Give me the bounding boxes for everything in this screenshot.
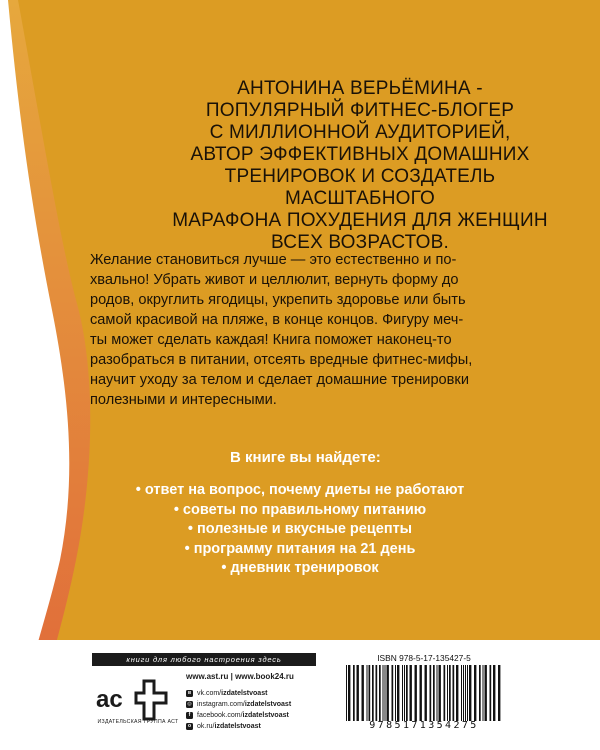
- barcode-bar: [357, 665, 359, 721]
- barcode-bar: [397, 665, 399, 721]
- social-prefix: ok.ru/: [197, 723, 215, 730]
- barcode-bar: [433, 665, 435, 721]
- publisher-tagline: книги для любого настроения здесь: [92, 653, 316, 666]
- social-prefix: facebook.com/: [197, 712, 243, 719]
- barcode-bar: [392, 665, 394, 721]
- barcode-bar: [348, 665, 350, 721]
- description-line: родов, округлить ягодицы, укрепить здоровье или быть: [90, 292, 466, 308]
- barcode-bar: [467, 665, 468, 721]
- barcode-bar: [439, 665, 441, 721]
- barcode-block: [332, 651, 516, 733]
- description-line: ты может сделать каждая! Книга поможет наконец-то: [90, 332, 452, 348]
- odnoklassniki-icon: о: [187, 723, 192, 729]
- barcode-bar: [404, 665, 405, 721]
- barcode-bar: [387, 665, 389, 721]
- book-description: [90, 250, 530, 410]
- barcode-bar: [463, 665, 464, 721]
- author-bio: [150, 78, 570, 254]
- publisher-caption: ИЗДАТЕЛЬСКАЯ ГРУППА АСТ: [97, 719, 179, 725]
- barcode-bar: [430, 665, 432, 721]
- description-line: разобраться в питании, отсеять вредные фитнес-мифы,: [90, 352, 473, 368]
- barcode-bar: [395, 665, 396, 721]
- instagram-icon: ◎: [187, 701, 192, 707]
- barcode-bar: [385, 665, 386, 721]
- barcode-bar: [479, 665, 481, 721]
- social-prefix: instagram.com/: [197, 701, 245, 708]
- barcode-bar: [353, 665, 355, 721]
- barcode-bar: [490, 665, 492, 721]
- barcode-bar: [372, 665, 374, 721]
- contents-heading: В книге вы найдете:: [230, 449, 381, 466]
- author-bio-line: ВСЕХ ВОЗРАСТОВ.: [271, 232, 449, 253]
- social-link-facebook[interactable]: [186, 710, 291, 721]
- barcode-bar: [402, 665, 403, 721]
- social-prefix: vk.com/: [197, 690, 222, 697]
- barcode-bar: [420, 665, 422, 721]
- barcode-bar: [456, 665, 458, 721]
- barcode-bar: [346, 665, 347, 721]
- author-bio-line: ПОПУЛЯРНЫЙ ФИТНЕС-БЛОГЕР: [205, 100, 515, 121]
- description-line: полезными и интересными.: [90, 392, 277, 408]
- description-line: Желание становиться лучше — это естественно и по-: [90, 252, 457, 268]
- author-bio-line: АНТОНИНА ВЕРЬЁМИНА -: [237, 78, 483, 99]
- barcode-bar: [415, 665, 417, 721]
- publisher-websites[interactable]: www.ast.ru | www.book24.ru: [186, 672, 294, 681]
- barcode-bar: [498, 665, 500, 721]
- social-handle: izdatelstvoast: [244, 701, 292, 708]
- svg-text:ас: ас: [96, 686, 123, 713]
- list-item: • программу питания на 21 день: [120, 540, 480, 560]
- barcode-bar: [449, 665, 451, 721]
- barcode-bar: [465, 665, 466, 721]
- barcode-bar: [362, 665, 364, 721]
- description-line: хвально! Убрать живот и целлюлит, вернуть форму до: [90, 272, 459, 288]
- isbn-text: ISBN 978-5-17-135427-5: [377, 653, 471, 663]
- vk-icon: в: [187, 690, 192, 696]
- social-handle: izdatelstvoast: [221, 690, 268, 697]
- facebook-icon: f: [186, 712, 193, 719]
- social-handle: izdatelstvoast: [214, 723, 261, 730]
- barcode-bar: [425, 665, 427, 721]
- social-link-instagram[interactable]: [186, 699, 291, 710]
- author-bio-line: С МИЛЛИОННОЙ АУДИТОРИЕЙ,: [209, 122, 511, 143]
- barcode-bar: [483, 665, 484, 721]
- barcode-bar: [493, 665, 495, 721]
- barcode-bar: [461, 665, 462, 721]
- author-bio-line: МАРАФОНА ПОХУДЕНИЯ ДЛЯ ЖЕНЩИН: [172, 210, 548, 231]
- list-item: • полезные и вкусные рецепты: [120, 520, 480, 540]
- barcode-bar: [447, 665, 448, 721]
- barcode-icon: [344, 665, 506, 721]
- barcode-bar: [485, 665, 487, 721]
- barcode-bar: [469, 665, 471, 721]
- barcode-bar: [453, 665, 455, 721]
- list-item: • ответ на вопрос, почему диеты не работают: [120, 481, 480, 501]
- barcode-bar: [379, 665, 381, 721]
- barcode-bar: [367, 665, 368, 721]
- barcode-bar: [383, 665, 384, 721]
- contents-list: [120, 481, 480, 579]
- barcode-bar: [369, 665, 371, 721]
- barcode-number: 9785171354275: [369, 720, 479, 731]
- social-handle: izdatelstvoast: [242, 712, 289, 719]
- author-bio-line: АВТОР ЭФФЕКТИВНЫХ ДОМАШНИХ: [190, 144, 530, 165]
- social-link-vk[interactable]: [186, 688, 291, 699]
- list-item: • советы по правильному питанию: [120, 501, 480, 521]
- list-item: • дневник тренировок: [120, 559, 480, 579]
- barcode-bar: [406, 665, 408, 721]
- barcode-bar: [376, 665, 378, 721]
- barcode-bar: [410, 665, 412, 721]
- description-line: самой красивой на пляже, в конце концов. Фигуру меч-: [90, 312, 464, 328]
- barcode-bar: [437, 665, 438, 721]
- description-line: научит уходу за телом и сделает домашние тренировки: [90, 372, 469, 388]
- barcode-bar: [444, 665, 446, 721]
- barcode-bar: [474, 665, 476, 721]
- social-links: [186, 688, 291, 732]
- social-link-odnoklassniki[interactable]: [186, 721, 291, 732]
- author-bio-line: ТРЕНИРОВОК И СОЗДАТЕЛЬ МАСШТАБНОГО: [224, 166, 496, 209]
